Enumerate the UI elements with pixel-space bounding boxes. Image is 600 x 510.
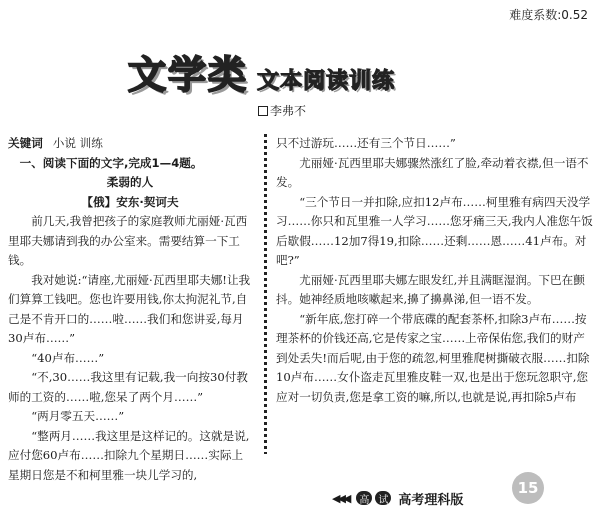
section-title	[128, 44, 395, 99]
paragraph: 尤丽娅·瓦西里耶夫娜左眼发红,并且满眶湿润。下巴在颤抖。她神经质地咳嗽起来,擤了擤鼻涕,但一语不发。	[276, 272, 585, 306]
paragraph: “40卢布……”	[31, 350, 105, 365]
author-line	[258, 102, 306, 119]
paragraph: “不,30……我这里有记载,我一向按30付教师的工资的……啦,您呆了两个月……”	[8, 370, 248, 404]
badge-icon: 高	[356, 491, 372, 505]
paragraph: “整两月……我这里是这样记的。这就是说,应付您60卢布……扣除九个星期日……实际上星期日您是不和柯里雅一块儿学习的,	[8, 428, 250, 482]
title-sub: 文本阅读训练	[257, 68, 396, 94]
paragraph: 前几天,我曾把孩子的家庭教师尤丽娅·瓦西里耶夫娜请到我的办公室来。需要结算一下工钱。	[8, 214, 248, 267]
triple-arrow-icon: ◀◀◀	[332, 491, 349, 505]
series-label: 高考理科版	[398, 492, 464, 508]
keywords-line	[8, 134, 252, 154]
keywords-label: 关键词	[8, 136, 43, 150]
author-name: 李弗不	[270, 104, 307, 118]
paragraph: 只不过游玩……还有三个节日……”	[276, 136, 456, 150]
column-divider	[264, 134, 267, 454]
keywords-value: 小说 训练	[52, 136, 103, 150]
title-main: 文学类	[128, 52, 249, 97]
story-author: 【俄】安东·契诃夫	[81, 194, 179, 209]
paragraph: “三个节日一并扣除,应扣12卢布……柯里雅有病四天没学习……你只和瓦里雅一人学习……您牙痛三天,我内人准您午饭后歇假……12加7得19,扣除……还剩……恩……41卢布。对吧?”	[276, 194, 593, 267]
paragraph: 尤丽娅·瓦西里耶夫娜骤然涨红了脸,牵动着衣襟,但一语不发。	[276, 155, 589, 189]
paragraph: 我对她说:“请座,尤丽娅·瓦西里耶夫娜!让我们算算工钱吧。您也许要用钱,你太拘泥礼节,自己是不肯开口的……啦……我们和您讲妥,每月30卢布……”	[8, 272, 251, 345]
badge-icon: 试	[375, 491, 391, 505]
difficulty-label: 难度系数:0.52	[509, 8, 588, 22]
paragraph: “新年底,您打碎一个带底碟的配套茶杯,扣除3卢布……按理茶杯的价钱还高,它是传家之宝……上帝保佑您,我们的财产到处丢失!而后呢,由于您的疏忽,柯里雅爬树撕破衣服……扣除10卢布……女仆盗走瓦里雅皮鞋一双,也是出于您玩忽职守,您应对一切负责,您是拿工资的嘛,所以,也就是说,再扣除5卢布	[276, 311, 590, 404]
box-icon	[258, 106, 268, 116]
page-number: 15	[512, 472, 544, 504]
story-title: 柔弱的人	[106, 175, 154, 189]
page-footer	[332, 488, 463, 508]
right-column	[276, 134, 596, 407]
paragraph: “两月零五天……”	[31, 409, 125, 423]
left-column	[8, 134, 252, 485]
question-instruction: 一、阅读下面的文字,完成1—4题。	[19, 155, 203, 170]
